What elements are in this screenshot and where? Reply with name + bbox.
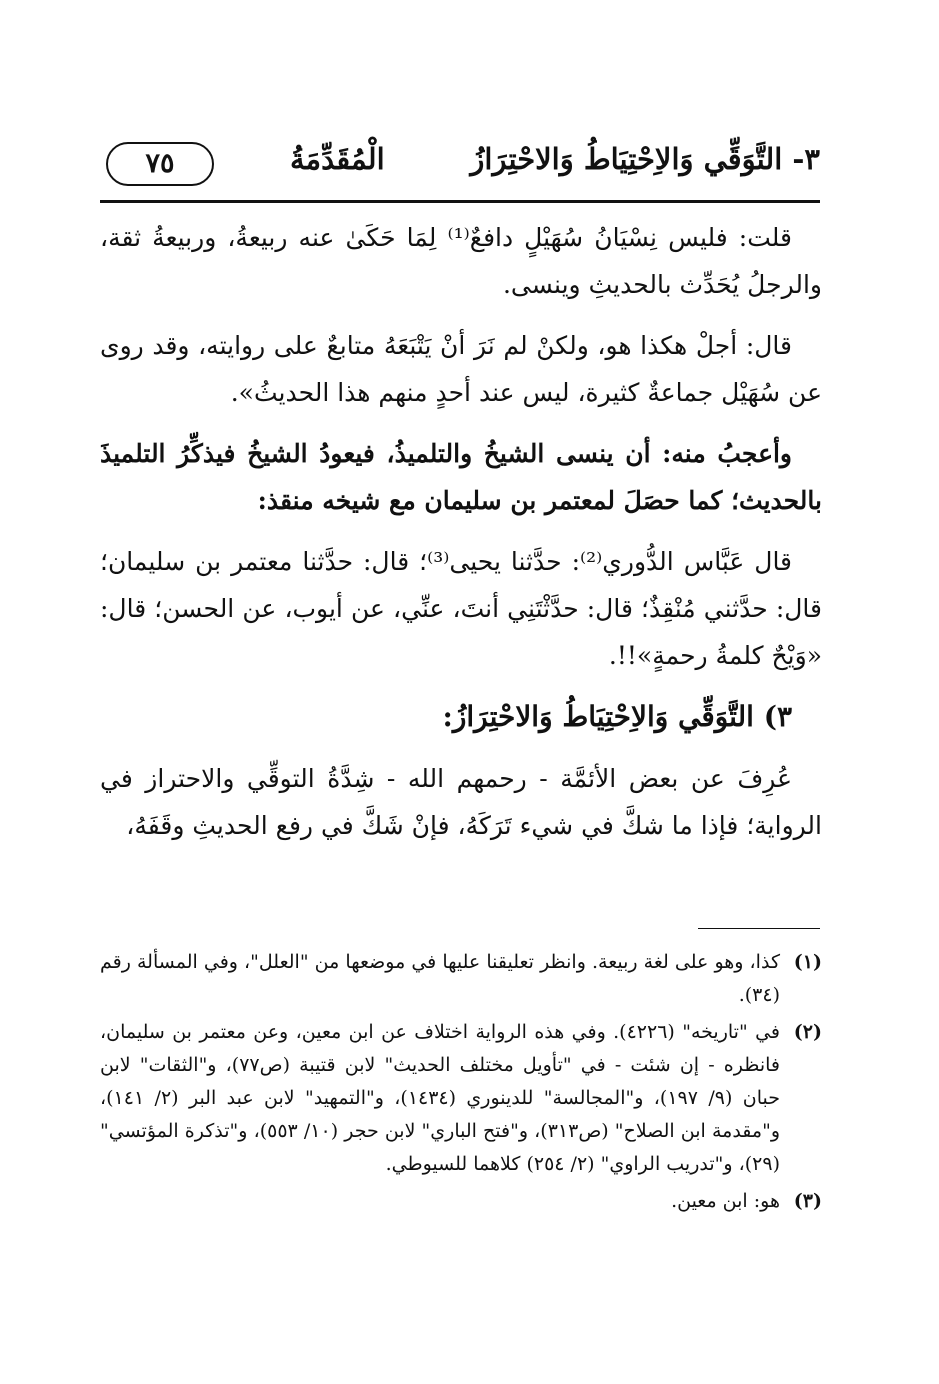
footnote-item (100, 1185, 822, 1218)
section-title: الْمُقَدِّمَةُ (290, 142, 385, 176)
footnote-separator (698, 928, 820, 929)
paragraph: قال: أجلْ هكذا هو، ولكنْ لم نَرَ أنْ يَتْبَعَهُ متابعٌ على روايته، وقد روى عن سُهَيْل جماعةٌ كثيرة، ليس عند أحدٍ منهم هذا الحديثُ». (100, 331, 822, 407)
footnote-text: هو: ابن معين. (671, 1190, 780, 1212)
footnote-number: (١) (793, 951, 822, 973)
footnote-text: في "تاريخه" (٤٢٢٦). وفي هذه الرواية اختلاف عن ابن معين، وعن معتمر بن سليمان، فانظره - إن شئت - في "تأويل مختلف الحديث" لابن قتيبة (ص٧٧)، و"الثقات" لابن حبان (٩/ ١٩٧)، و"المجالسة" للدينوري (١٤٣٤)، و"التمهيد" لابن عبد البر (٢/ ١٤١)، و"مقدمة ابن الصلاح" (ص٣١٣)، و"فتح الباري" لابن حجر (١٠/ ٥٥٣)، و"تذكرة المؤتسي" (٢٩)، و"تدريب الراوي" (٢/ ٢٥٤) كلاهما للسيوطي. (100, 1021, 780, 1175)
paragraph: قال عَبَّاس الدُّوري⁽²⁾: حدَّثنا يحيى⁽³⁾؛ قال: حدَّثنا معتمر بن سليمان؛ قال: حدَّثني مُنْقِذٌ؛ قال: حدَّثْتَنِي أنتَ، عنِّي، عن أيوب، عن الحسن؛ قال: «وَيْحٌ كلمةُ رحمةٍ»!!. (100, 547, 822, 670)
paragraph: عُرِفَ عن بعض الأئمَّة - رحمهم الله - شِدَّةُ التوقِّي والاحتراز في الرواية؛ فإذا ما شكَّ في شيء تَرَكَهُ، فإنْ شَكَّ في رفع الحديثِ وقَفَهُ، (100, 764, 822, 840)
footnote-number: (٣) (793, 1190, 822, 1212)
footnote-item (100, 946, 822, 1012)
page-header (100, 140, 820, 196)
page-number: ٧٥ (106, 142, 214, 186)
footnote-item (100, 1016, 822, 1181)
section-heading: ٣) التَّوَقِّي وَالاِحْتِيَاطُ وَالاحْتِرَازُ: (442, 700, 792, 733)
footnote-number: (٢) (793, 1021, 822, 1043)
main-text (100, 214, 822, 863)
paragraph: قلت: فليس نِسْيَانُ سُهَيْلٍ دافعٌ⁽¹⁾ لِمَا حَكَىٰ عنه ربيعةُ، وربيعةُ ثقة، والرجلُ يُحَدِّث بالحديثِ وينسى. (100, 223, 822, 299)
paragraph: وأعجبُ منه: أن ينسى الشيخُ والتلميذُ، فيعودُ الشيخُ فيذكِّرُ التلميذَ بالحديث؛ كما حصَلَ لمعتمر بن سليمان مع شيخه منقذ: (100, 439, 822, 515)
footnotes (100, 946, 822, 1222)
running-title: ٣- التَّوَقِّي وَالاِحْتِيَاطُ وَالاحْتِرَازُ (470, 142, 820, 176)
footnote-text: كذا، وهو على لغة ربيعة. وانظر تعليقنا عليها في موضعها من "العلل"، وفي المسألة رقم (٣٤). (100, 951, 780, 1006)
header-rule (100, 200, 820, 203)
